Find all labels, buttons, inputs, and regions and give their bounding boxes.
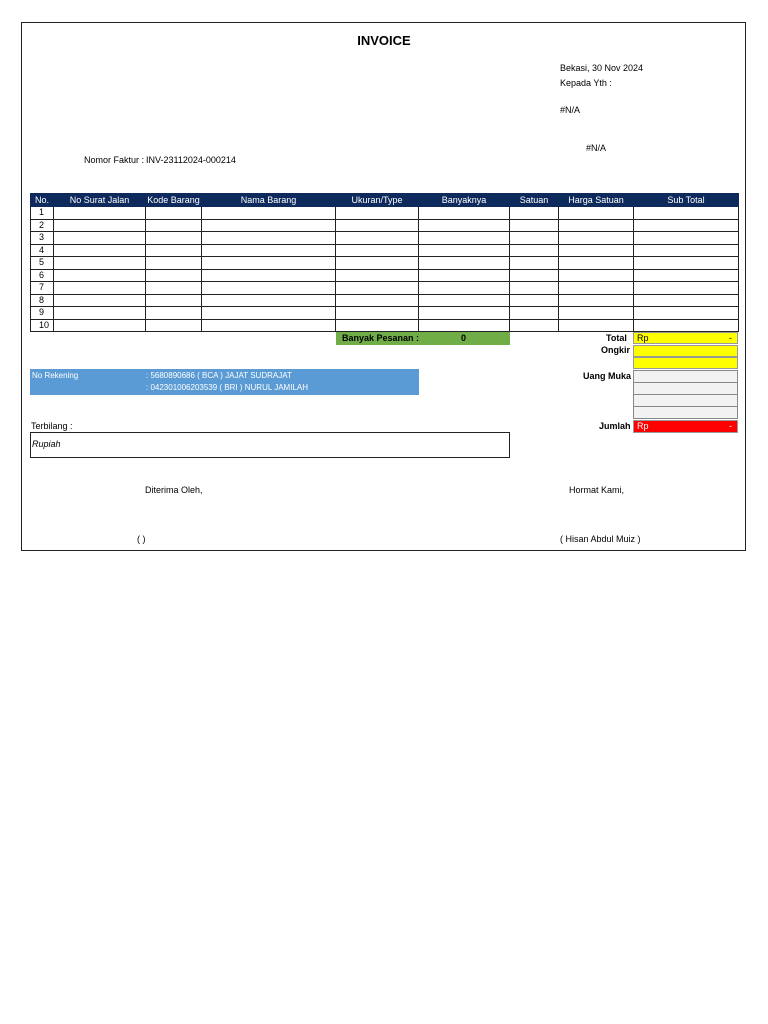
down-payment-field [633, 370, 738, 383]
down-payment-field [633, 394, 738, 407]
column-header: No Surat Jalan [54, 194, 146, 207]
recipient-label: Kepada Yth : [560, 78, 612, 88]
row-number: 3 [31, 232, 54, 245]
amount-field [633, 420, 738, 433]
shipping-field-extra [633, 357, 738, 369]
table-header-row [31, 194, 739, 207]
shipping-label: Ongkir [601, 345, 631, 355]
spelled-amount-value: Rupiah [32, 439, 61, 449]
column-header: Kode Barang [147, 195, 200, 205]
down-payment-field [633, 382, 738, 395]
place-date: Bekasi, 30 Nov 2024 [560, 63, 644, 73]
amount-currency: Rp [637, 421, 649, 431]
amount-label: Jumlah [599, 421, 631, 431]
row-number: 7 [31, 282, 54, 295]
shipping-field [633, 345, 738, 357]
column-header: Harga Satuan [559, 194, 634, 207]
bank-account-label: No Rekening [32, 371, 79, 380]
table-row [31, 257, 739, 270]
column-header: No. [31, 194, 54, 207]
table-row [31, 319, 739, 332]
received-by-label: Diterima Oleh, [145, 485, 203, 495]
order-count-value: 0 [461, 333, 467, 343]
amount-value: - [729, 421, 732, 431]
table-row [31, 219, 739, 232]
total-value: - [729, 333, 732, 343]
column-header: Banyaknya [419, 194, 510, 207]
row-number: 5 [31, 257, 54, 270]
page-title: INVOICE [357, 33, 411, 48]
down-payment-label: Uang Muka [583, 371, 632, 381]
table-row [31, 207, 739, 220]
row-number: 6 [31, 269, 54, 282]
row-number: 1 [31, 207, 54, 220]
row-number: 2 [31, 219, 54, 232]
column-header: Satuan [510, 194, 559, 207]
table-row [31, 294, 739, 307]
spelled-amount-label: Terbilang : [31, 421, 73, 431]
invoice-number-label: Nomor Faktur : [84, 155, 145, 165]
table-row [31, 269, 739, 282]
received-by-name: ( ) [137, 534, 146, 544]
row-number: 9 [31, 307, 54, 320]
row-number: 8 [31, 294, 54, 307]
order-count-label: Banyak Pesanan : [342, 333, 420, 343]
table-row [31, 232, 739, 245]
down-payment-field [633, 406, 738, 419]
table-row [31, 282, 739, 295]
row-number: 10 [31, 319, 54, 332]
table-row [31, 244, 739, 257]
total-currency: Rp [637, 333, 649, 343]
column-header: Nama Barang [202, 194, 336, 207]
address-value: #N/A [586, 143, 607, 153]
recipient-value: #N/A [560, 105, 581, 115]
row-number: 4 [31, 244, 54, 257]
bank-account-1: : 5680890686 ( BCA ) JAJAT SUDRAJAT [146, 371, 292, 380]
spelled-amount-box [30, 432, 510, 458]
total-field [633, 332, 738, 344]
column-header: Ukuran/Type [336, 194, 419, 207]
table-row [31, 307, 739, 320]
total-label: Total [606, 333, 627, 343]
invoice-number: INV-23112024-000214 [146, 155, 236, 165]
column-header: Sub Total [634, 194, 739, 207]
bank-account-2: : 042301006203539 ( BRI ) NURUL JAMILAH [146, 383, 309, 392]
items-table [30, 193, 739, 332]
regards-label: Hormat Kami, [569, 485, 625, 495]
regards-name: ( Hisan Abdul Muiz ) [560, 534, 641, 544]
